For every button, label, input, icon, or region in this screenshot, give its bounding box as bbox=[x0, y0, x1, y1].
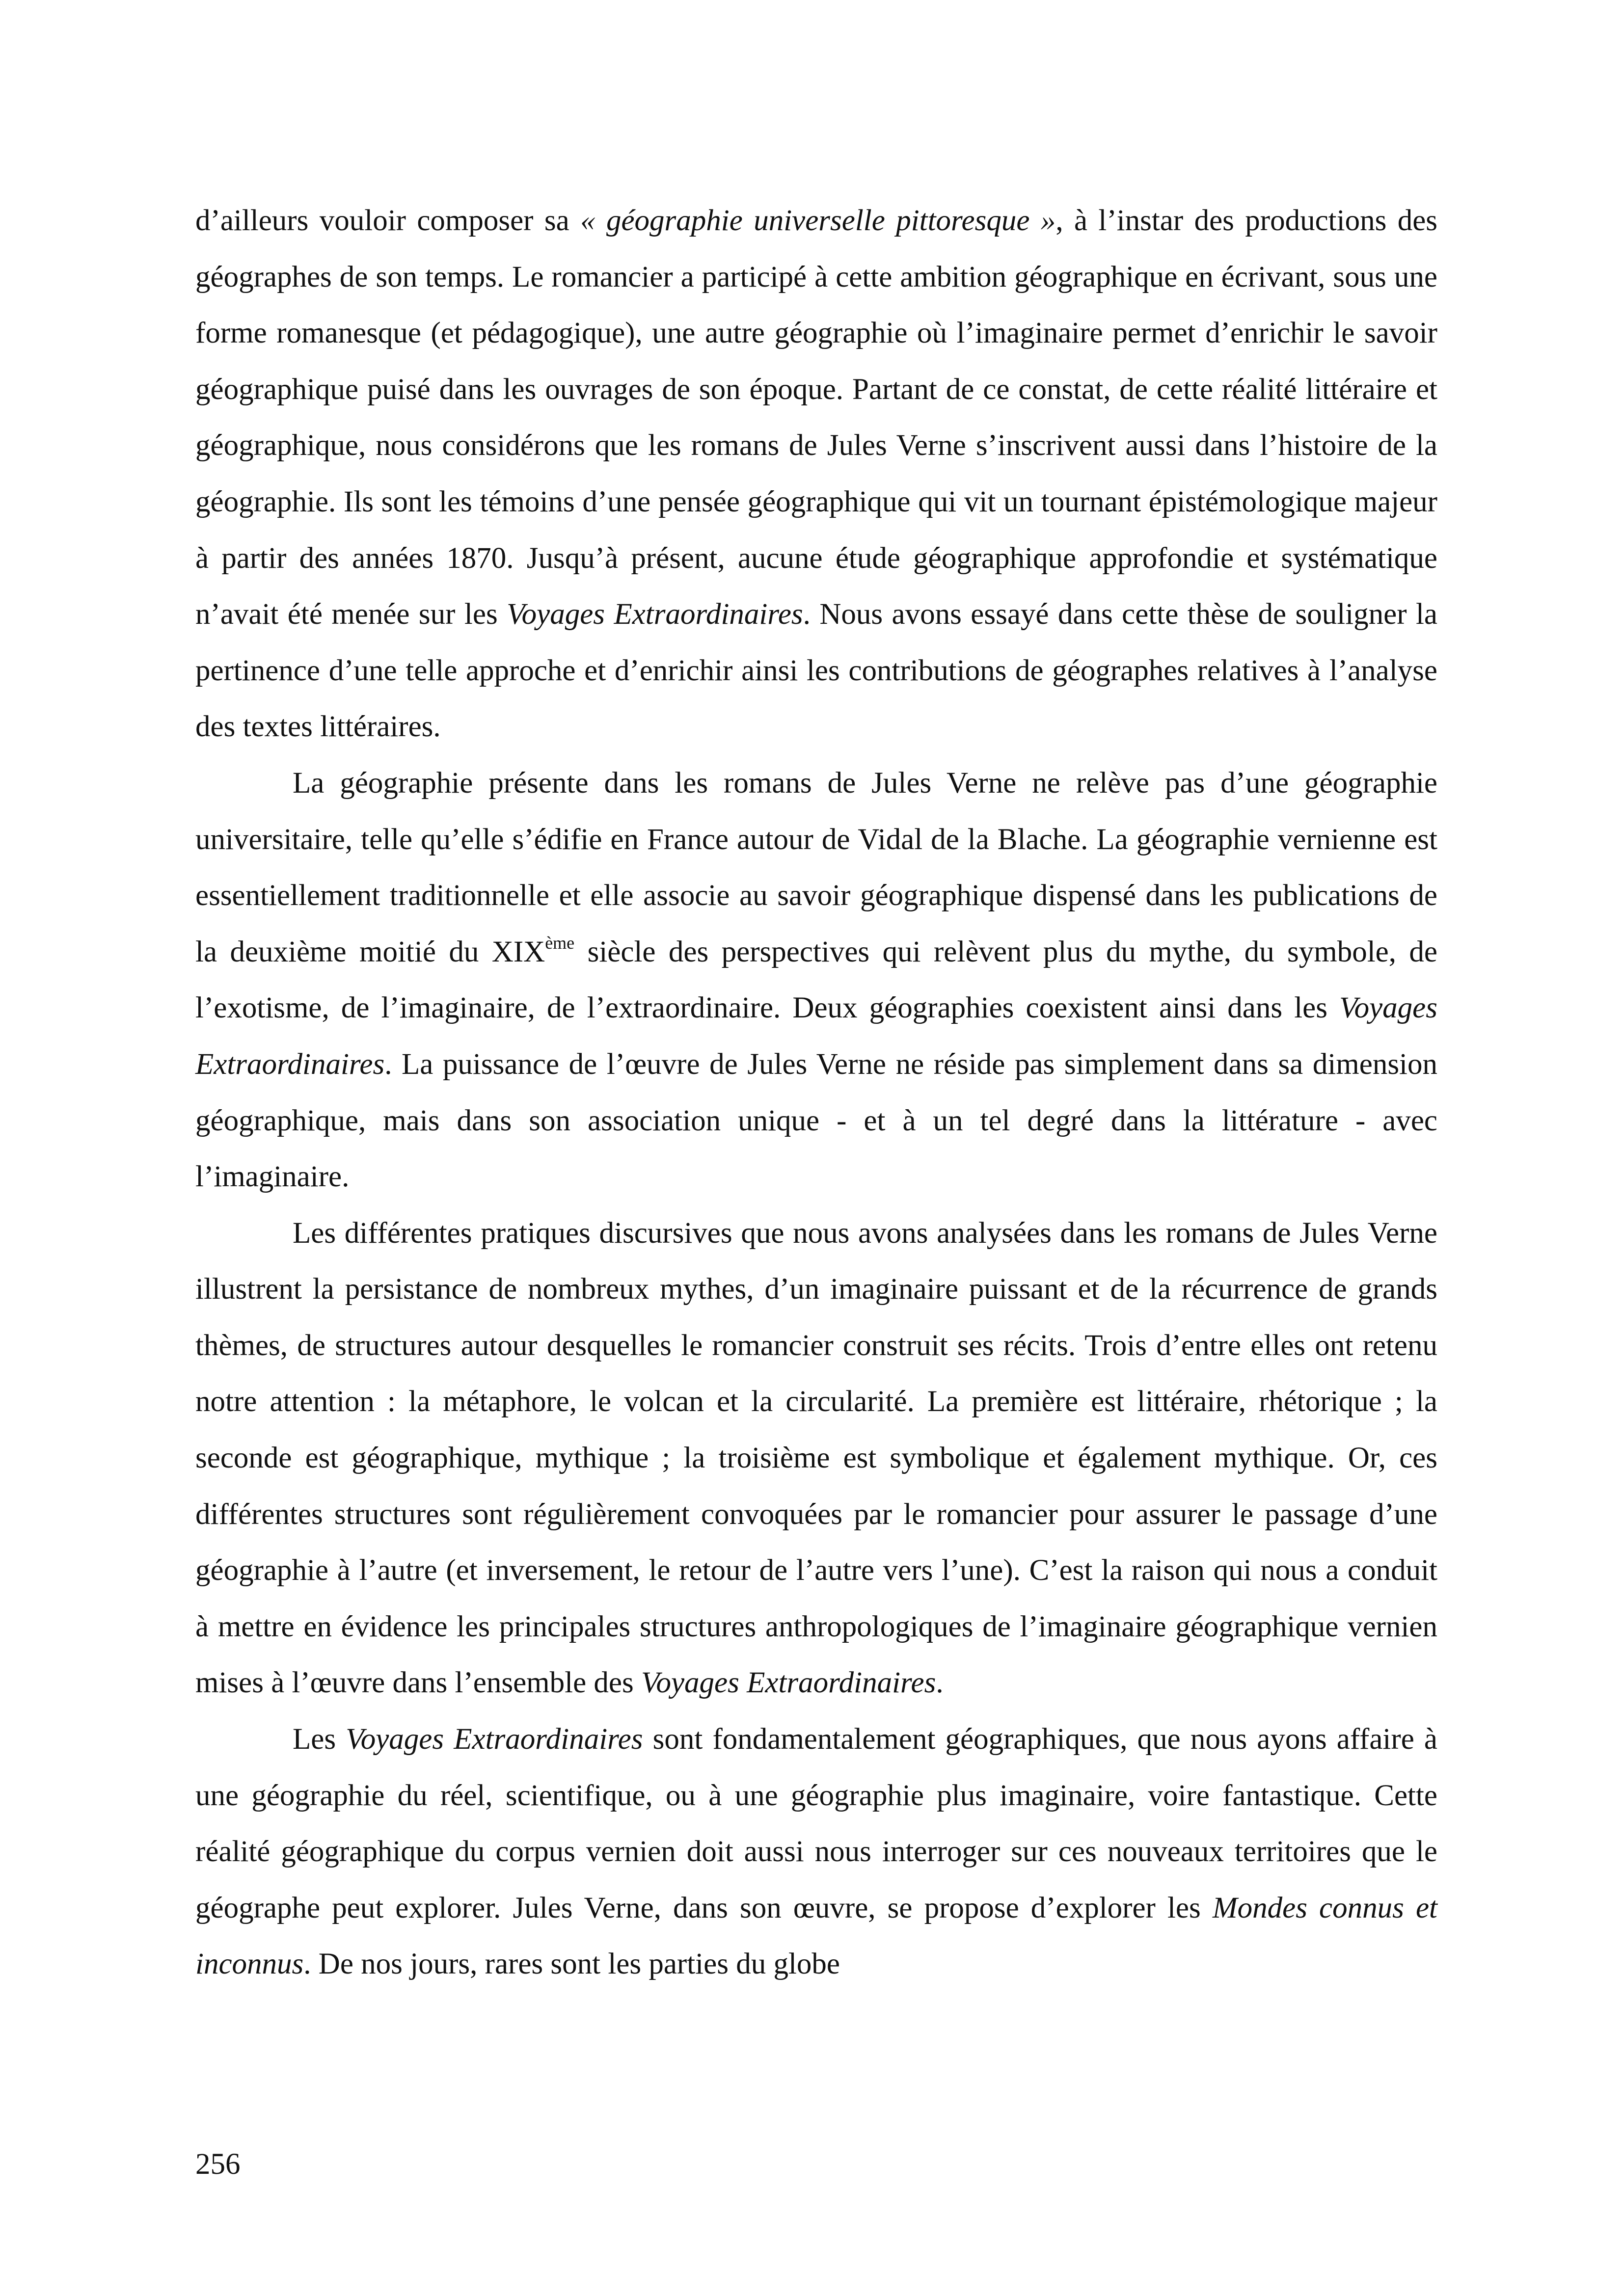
paragraph bbox=[195, 1205, 1437, 1711]
superscript: ème bbox=[545, 933, 575, 953]
text-run: Les bbox=[293, 1723, 346, 1756]
text-run: . De nos jours, rares sont les parties du globe bbox=[303, 1948, 840, 1981]
body-text bbox=[195, 193, 1437, 1993]
text-run: , à l’instar des productions des géographes de son temps. Le romancier a participé à cette ambition géographique en écrivant, sous une forme romanesque (et pédagogique), une autre géographie où l’imaginaire permet d’enrichir le savoir géographique puisé dans les ouvrages de son époque. Partant de ce constat, de cette réalité littéraire et géographique, nous considérons que les romans de Jules Verne s’inscrivent aussi dans l’histoire de la géographie. Ils sont les témoins d’une pensée géographique qui vit un tournant épistémologique majeur à partir des années 1870. Jusqu’à présent, aucune étude géographique approfondie et systématique n’avait été menée sur les bbox=[195, 204, 1438, 631]
text-run: siècle des perspectives qui relèvent plus du mythe, du symbole, de l’exotisme, de l’imaginaire, de l’extraordinaire. Deux géographies coexistent ainsi dans les bbox=[195, 935, 1437, 1025]
text-run: d’ailleurs vouloir composer sa bbox=[195, 204, 581, 237]
text-run: . La puissance de l’œuvre de Jules Verne ne réside pas simplement dans sa dimension géographique, mais dans son association unique - et à un tel degré dans la littérature - avec l’imaginaire. bbox=[195, 1047, 1437, 1194]
italic-text: Voyages Extraordinaires bbox=[346, 1723, 643, 1756]
text-run: . Nous avons essayé dans cette thèse de souligner la pertinence d’une telle approche et d’enrichir ainsi les contributions de géographes relatives à l’analyse des textes littéraires. bbox=[195, 598, 1437, 744]
italic-text: Mondes connus et inconnus bbox=[195, 1891, 1437, 1981]
italic-text: « géographie universelle pittoresque » bbox=[580, 204, 1056, 237]
page-number: 256 bbox=[195, 2148, 241, 2181]
text-run: La géographie présente dans les romans de Jules Verne ne relève pas d’une géographie universitaire, telle qu’elle s’édifie en France autour de Vidal de la Blache. La géographie vernienne est essentiellement traditionnelle et elle associe au savoir géographique dispensé dans les publications de la deuxième moitié du XIX bbox=[195, 766, 1437, 968]
text-run: . bbox=[936, 1666, 944, 1700]
text-run: Les différentes pratiques discursives que nous avons analysées dans les romans de Jules Verne illustrent la persistance de nombreux mythes, d’un imaginaire puissant et de la récurrence de grands thèmes, de structures autour desquelles le romancier construit ses récits. Trois d’entre elles ont retenu notre attention : la métaphore, le volcan et la circularité. La première est littéraire, rhétorique ; la seconde est géographique, mythique ; la troisième est symbolique et également mythique. Or, ces différentes structures sont régulièrement convoquées par le romancier pour assurer le passage d’une géographie à l’autre (et inversement, le retour de l’autre vers l’une). C’est la raison qui nous a conduit à mettre en évidence les principales structures anthropologiques de l’imaginaire géographique vernien mises à l’œuvre dans l’ensemble des bbox=[195, 1216, 1437, 1700]
text-run: sont fondamentalement géographiques, que nous ayons affaire à une géographie du réel, scientifique, ou à une géographie plus imaginaire, voire fantastique. Cette réalité géographique du corpus vernien doit aussi nous interroger sur ces nouveaux territoires que le géographe peut explorer. Jules Verne, dans son œuvre, se propose d’explorer les bbox=[195, 1723, 1437, 1924]
italic-text: Voyages Extraordinaires bbox=[641, 1666, 936, 1700]
italic-text: Voyages Extraordinaires bbox=[507, 598, 803, 631]
paragraph bbox=[195, 1711, 1437, 1993]
paragraph bbox=[195, 193, 1437, 755]
paragraph bbox=[195, 755, 1437, 1205]
italic-text: Voyages Extraordinaires bbox=[195, 991, 1437, 1081]
